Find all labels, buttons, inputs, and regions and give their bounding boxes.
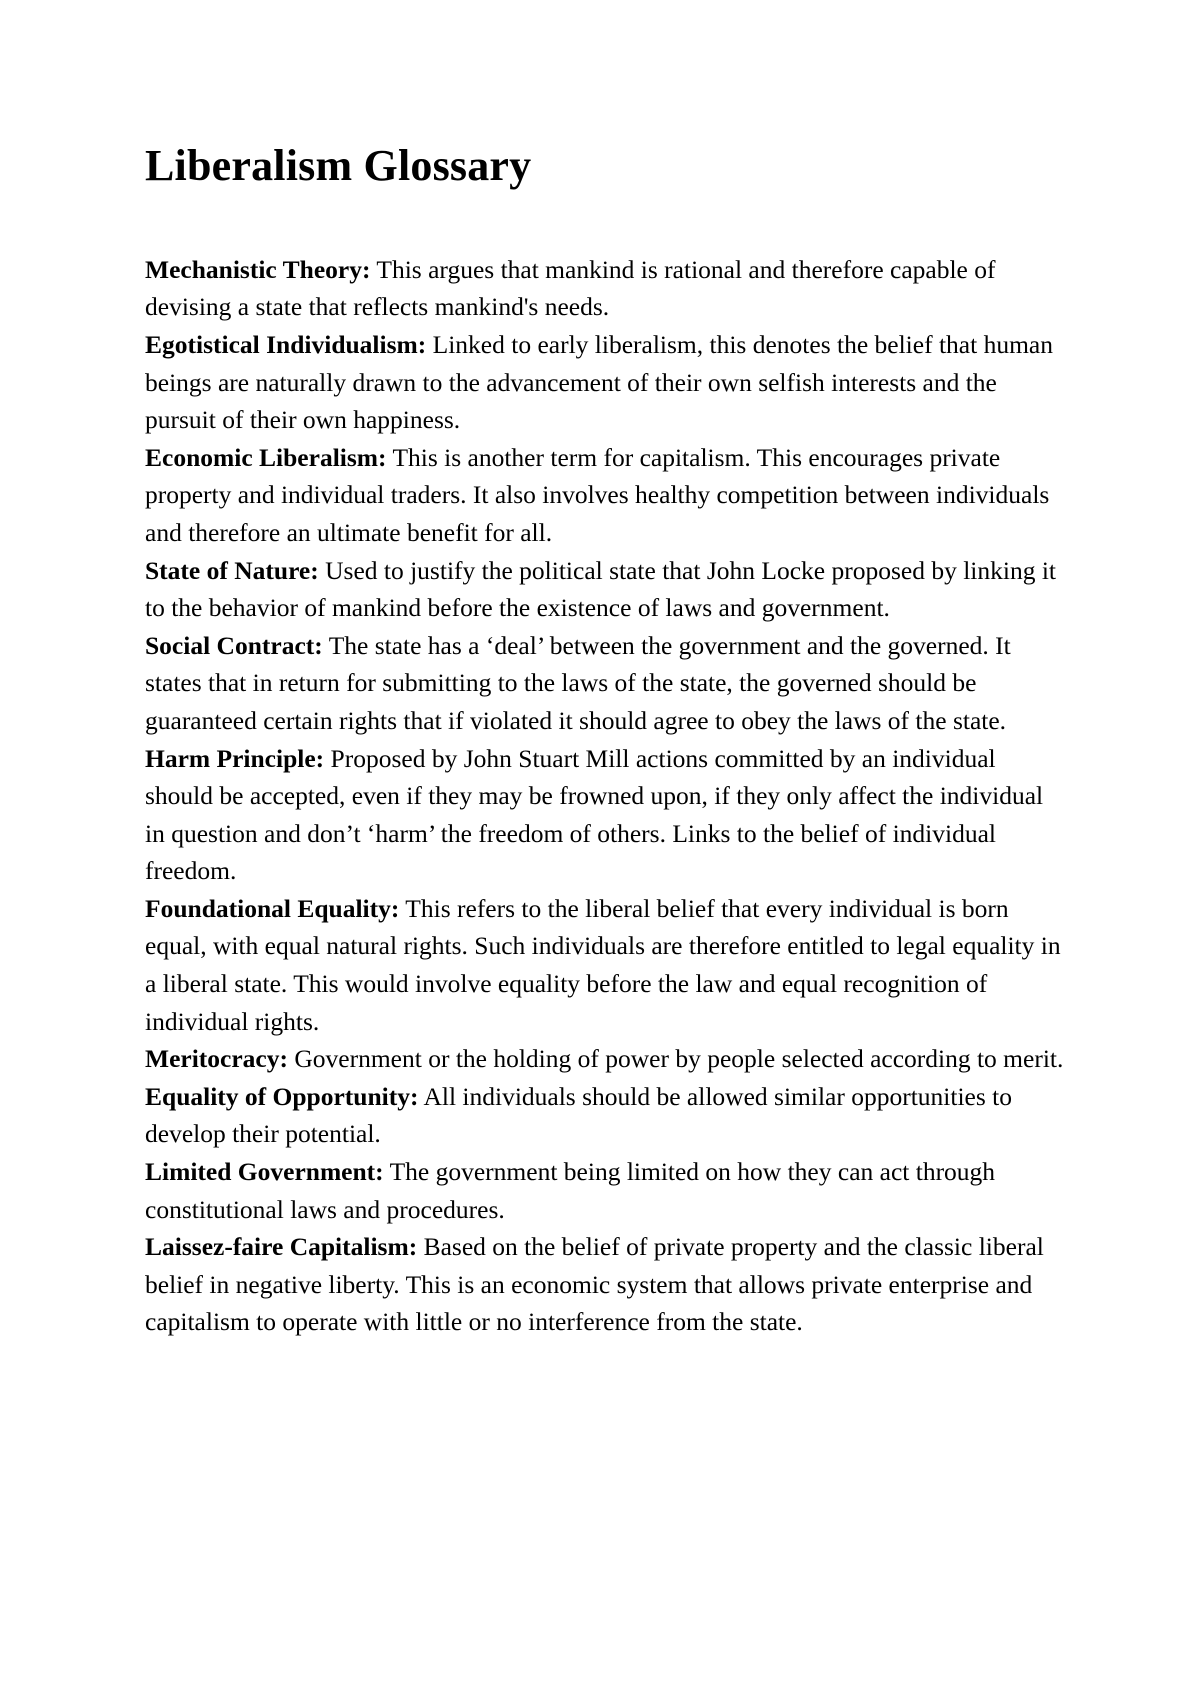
- glossary-definition: The government being limited on how they can act through constitutional laws and procedures.: [145, 1157, 996, 1224]
- glossary-term: Social Contract:: [145, 630, 323, 660]
- glossary-entry-equality-of-opportunity: [145, 1078, 1065, 1153]
- glossary-definition: Based on the belief of private property and the classic liberal belief in negative liberty. This is an economic system that allows private enterprise and capitalism to operate with little or no interference from the state.: [145, 1232, 1044, 1337]
- glossary-entry-economic-liberalism: [145, 439, 1065, 552]
- glossary-term: State of Nature:: [145, 555, 319, 585]
- glossary-entry-laissez-faire-capitalism: [145, 1228, 1065, 1341]
- glossary-entry-limited-government: [145, 1153, 1065, 1228]
- glossary-term: Meritocracy:: [145, 1044, 288, 1074]
- glossary-definition: This is another term for capitalism. This encourages private property and individual traders. It also involves healthy competition between individuals and therefore an ultimate benefit for all.: [145, 442, 1050, 547]
- glossary-definition: Used to justify the political state that John Locke proposed by linking it to the behavior of mankind before the existence of laws and government.: [145, 555, 1056, 623]
- glossary-list: [145, 251, 1065, 1341]
- glossary-term: Mechanistic Theory:: [145, 254, 371, 284]
- glossary-term: Foundational Equality:: [145, 893, 400, 923]
- glossary-definition: Government or the holding of power by people selected according to merit.: [294, 1044, 1064, 1074]
- glossary-entry-foundational-equality: [145, 890, 1065, 1040]
- glossary-entry-state-of-nature: [145, 552, 1065, 627]
- glossary-definition: The state has a ‘deal’ between the government and the governed. It states that in return for submitting to the laws of the state, the governed should be guaranteed certain rights that if violated it should agree to obey the laws of the state.: [145, 630, 1011, 735]
- glossary-term: Equality of Opportunity:: [145, 1081, 419, 1111]
- glossary-definition: Linked to early liberalism, this denotes the belief that human beings are naturally drawn to the advancement of their own selfish interests and the pursuit of their own happiness.: [145, 329, 1053, 435]
- glossary-term: Limited Government:: [145, 1157, 384, 1187]
- glossary-definition: This refers to the liberal belief that every individual is born equal, with equal natural rights. Such individuals are therefore entitled to legal equality in a liberal state. This would involve equality before the law and equal recognition of individual rights.: [145, 893, 1061, 1036]
- glossary-entry-mechanistic-theory: [145, 251, 1065, 326]
- glossary-definition: Proposed by John Stuart Mill actions committed by an individual should be accepted, even if they may be frowned upon, if they only affect the individual in question and don’t ‘harm’ the freedom of others. Links to the belief of individual freedom.: [145, 743, 1044, 886]
- document-page: [145, 140, 1065, 1341]
- glossary-term: Egotistical Individualism:: [145, 329, 427, 359]
- glossary-entry-harm-principle: [145, 740, 1065, 890]
- glossary-term: Harm Principle:: [145, 743, 325, 773]
- glossary-entry-meritocracy: [145, 1040, 1065, 1078]
- glossary-term: Laissez-faire Capitalism:: [145, 1232, 418, 1262]
- glossary-term: Economic Liberalism:: [145, 442, 387, 472]
- glossary-definition: This argues that mankind is rational and therefore capable of devising a state that reflects mankind's needs.: [145, 254, 996, 322]
- glossary-entry-social-contract: [145, 627, 1065, 740]
- glossary-entry-egotistical-individualism: [145, 326, 1065, 439]
- glossary-definition: All individuals should be allowed similar opportunities to develop their potential.: [145, 1081, 1013, 1149]
- page-title: Liberalism Glossary: [145, 141, 532, 190]
